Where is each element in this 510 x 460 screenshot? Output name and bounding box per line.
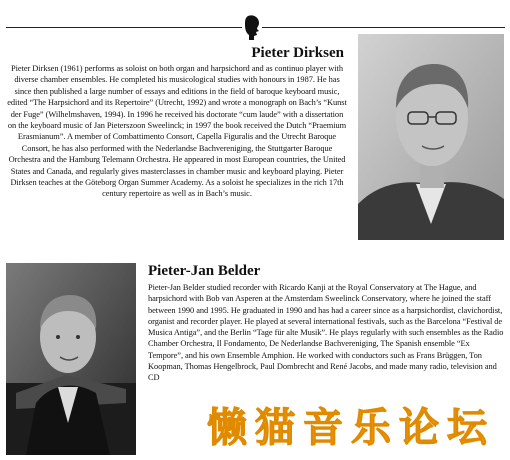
head-ornament-icon: [240, 14, 264, 42]
portrait-photo-dirksen: [358, 34, 504, 240]
bio-text-dirksen: Pieter Dirksen (1961) performs as soloist on both organ and harpsichord and as continuo player with diverse chamber ensembles. He completed his musicological studies with honours in 1987. He has since then published a large number of essays and editions in the field of baroque keyboard music, edited “The Harpsichord and its Repertoire” (Utrecht, 1992) and wrote a monograph on Bach’s “Kunst der Fuge” (Wilhelmshaven, 1994). In 1996 he received his doctorate “cum laude” with a dissertation on the keyboard music of Jan Pieterszoon Sweelinck; in 1997 the book received the Dutch “Praemium Erasmianum”. A member of Combattimento Consort, Capella Figuralis and the Utrecht Baroque Consort, he has also performed with the Nederlandse Bachvereniging, the Stuttgarter Baroque Orchestra and the Hamburg Telemann Orchestra. He appeared in most European countries, the United States and Canada, and regularly gives masterclasses in chamber music and keyboard playing. Pieter Dirksen teaches at the Göteborg Organ Summer Academy. As a soloist he specializes in the rich 17th century repertoire as well as in Bach’s music.: [7, 64, 347, 199]
bio-name-dirksen: Pieter Dirksen: [251, 45, 344, 61]
bio-name-belder: Pieter-Jan Belder: [148, 263, 261, 279]
header-rule-left: [6, 27, 242, 28]
bio-section-dirksen: [6, 44, 348, 200]
bio-text-belder: Pieter-Jan Belder studied recorder with Ricardo Kanji at the Royal Conservatory at The Hague, and harpsichord with Bob van Asperen at the Amsterdam Sweelinck Conservatory, where he joined the staff between 1990 and 1995. He graduated in 1990 and has had a career since as a harpsichordist, clavichordist, organist and recorder player. He played at several international festivals, such as the Barcelona “Festival de Musica Antiga”, and the Berlin “Tage für alte Musik”. He plays regularly with such ensembles as the Radio Chamber Orchestra, Il Fondamento, De Nederlandse Bachvereniging, The Spanish ensemble “Ex Tempore”, and his own Ensemble Amphion. He worked with conductors such as Frans Brüggen, Ton Koopman, Thomas Hengelbrock, Paul Dombrecht and René Jacobs, and made many radio, television and CD: [148, 283, 504, 383]
bio-section-belder: [148, 262, 506, 384]
watermark-text: 懒猫音乐论坛: [207, 404, 495, 451]
portrait-photo-belder: [6, 263, 136, 455]
forum-watermark: [196, 394, 506, 454]
header-rule-right: [262, 27, 505, 28]
